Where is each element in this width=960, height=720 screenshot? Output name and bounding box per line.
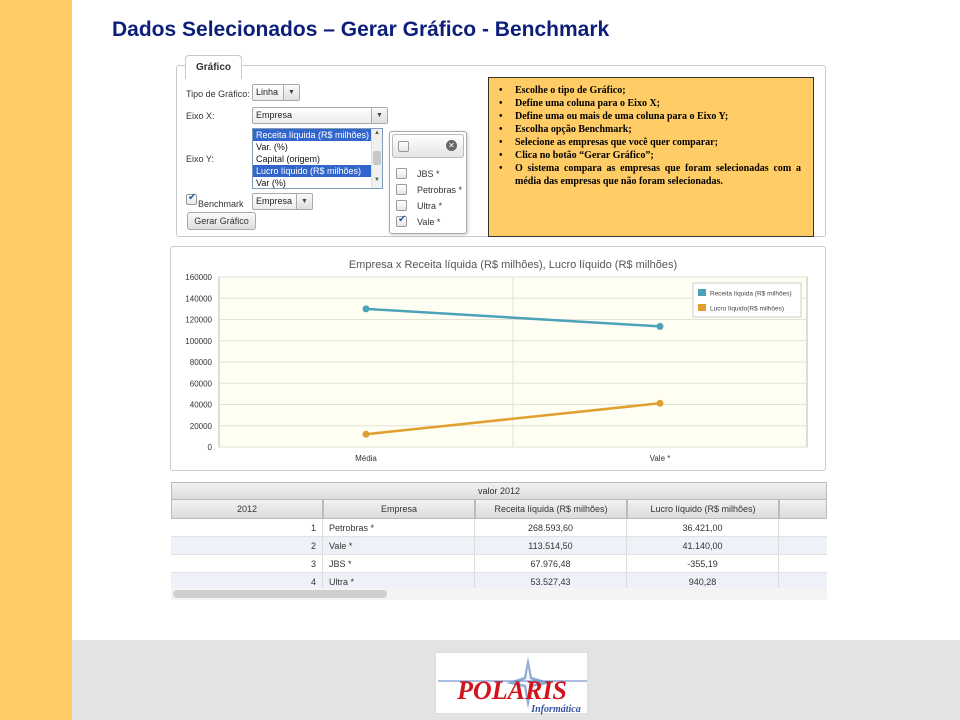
eixo-y-option[interactable]: Var. (%) xyxy=(256,142,288,152)
column-header-filler xyxy=(779,500,827,519)
table-group-header: valor 2012 xyxy=(171,482,827,500)
company-label: JBS * xyxy=(417,169,440,179)
polaris-logo-image xyxy=(436,653,589,715)
column-header[interactable]: Empresa xyxy=(323,500,475,519)
scroll-thumb[interactable] xyxy=(373,151,381,165)
chevron-down-icon[interactable]: ▼ xyxy=(283,85,299,100)
tipo-grafico-select[interactable] xyxy=(252,84,300,101)
instruction-item: • Escolha opção Benchmark; xyxy=(497,123,801,136)
table-cell: 4 xyxy=(171,573,323,591)
gerar-grafico-button[interactable]: Gerar Gráfico xyxy=(187,212,256,230)
x-tick-label: Vale * xyxy=(649,454,671,463)
table-cell: JBS * xyxy=(323,555,475,573)
y-tick-label: 140000 xyxy=(185,294,212,304)
tipo-grafico-value: Linha xyxy=(256,87,279,97)
table-cell: -355,19 xyxy=(627,555,779,573)
company-label: Ultra * xyxy=(417,201,443,211)
eixo-y-option[interactable]: Lucro líquido (R$ milhões) xyxy=(253,165,371,177)
eixo-y-option[interactable]: Receita líquida (R$ milhões) xyxy=(253,129,371,141)
table-cell: Petrobras * xyxy=(323,519,475,537)
company-select-popup xyxy=(389,131,467,234)
instructions-note xyxy=(488,77,814,237)
scroll-down-icon[interactable]: ▼ xyxy=(374,177,380,183)
table-cell: Vale * xyxy=(323,537,475,555)
benchmark-checkbox[interactable] xyxy=(186,194,197,205)
y-tick-label: 60000 xyxy=(189,379,212,389)
chart-panel xyxy=(170,246,826,471)
instruction-item: • Define uma ou mais de uma coluna para o Eixo Y; xyxy=(497,110,801,123)
company-checkbox[interactable] xyxy=(396,184,407,195)
column-header[interactable]: Receita líquida (R$ milhões) xyxy=(475,500,627,519)
eixo-y-label: Eixo Y: xyxy=(186,154,214,164)
y-tick-label: 120000 xyxy=(185,315,212,325)
instruction-item: • O sistema compara as empresas que foram selecionadas com a média das empresas que não foram selecionadas. xyxy=(497,162,801,188)
line-chart xyxy=(171,247,827,472)
popup-header xyxy=(392,134,464,158)
data-point xyxy=(657,323,664,330)
data-point xyxy=(657,400,664,407)
y-tick-label: 20000 xyxy=(189,421,212,431)
tipo-grafico-label: Tipo de Gráfico: xyxy=(186,89,250,99)
data-point xyxy=(363,305,370,312)
column-header[interactable]: Lucro líquido (R$ milhões) xyxy=(627,500,779,519)
legend-label: Receita líquida (R$ milhões) xyxy=(710,290,792,298)
table-cell: 113.514,50 xyxy=(475,537,627,555)
legend-swatch xyxy=(698,304,706,311)
y-tick-label: 160000 xyxy=(185,273,212,282)
table-cell: Ultra * xyxy=(323,573,475,591)
table-cell: 940,28 xyxy=(627,573,779,591)
chevron-down-icon[interactable]: ▼ xyxy=(296,194,312,209)
eixo-y-listbox[interactable] xyxy=(252,128,383,189)
company-checkbox[interactable] xyxy=(396,168,407,179)
close-icon[interactable]: ✕ xyxy=(446,140,457,151)
legend-swatch xyxy=(698,289,706,296)
company-checkbox[interactable] xyxy=(396,200,407,211)
listbox-scrollbar[interactable] xyxy=(371,129,382,188)
y-tick-label: 0 xyxy=(207,443,212,452)
eixo-x-label: Eixo X: xyxy=(186,111,215,121)
table-cell: 3 xyxy=(171,555,323,573)
polaris-logo xyxy=(435,652,588,714)
table-cell: 53.527,43 xyxy=(475,573,627,591)
left-accent-band xyxy=(0,0,72,720)
horizontal-scrollbar[interactable] xyxy=(171,588,827,600)
scroll-up-icon[interactable]: ▲ xyxy=(374,130,380,136)
table-cell: 2 xyxy=(171,537,323,555)
benchmark-label: Benchmark xyxy=(198,199,244,209)
x-tick-label: Média xyxy=(355,454,377,463)
y-tick-label: 80000 xyxy=(189,358,212,367)
company-label: Vale * xyxy=(417,217,441,227)
benchmark-select[interactable] xyxy=(252,193,313,210)
instruction-item: • Clica no botão “Gerar Gráfico”; xyxy=(497,149,801,162)
table-cell: 268.593,60 xyxy=(475,519,627,537)
column-header[interactable]: 2012 xyxy=(171,500,323,519)
instruction-item: • Define uma coluna para o Eixo X; xyxy=(497,97,801,110)
y-tick-label: 100000 xyxy=(185,336,212,346)
logo-wordmark: POLARIS xyxy=(457,676,567,705)
logo-subtitle: Informática xyxy=(531,704,581,715)
company-checkbox[interactable] xyxy=(396,216,407,227)
legend-label: Lucro líquido(R$ milhões) xyxy=(710,305,785,313)
data-point xyxy=(363,431,370,438)
company-label: Petrobras * xyxy=(417,185,463,195)
chevron-down-icon[interactable]: ▼ xyxy=(371,108,387,123)
table-cell: 67.976,48 xyxy=(475,555,627,573)
select-all-checkbox[interactable] xyxy=(398,141,409,152)
eixo-x-value: Empresa xyxy=(256,110,293,120)
eixo-y-option[interactable]: Var (%) xyxy=(256,178,286,188)
eixo-x-select[interactable] xyxy=(252,107,388,124)
data-table xyxy=(171,482,827,602)
table-cell: 36.421,00 xyxy=(627,519,779,537)
instruction-item: • Escolhe o tipo de Gráfico; xyxy=(497,84,801,97)
benchmark-select-value: Empresa xyxy=(256,196,293,206)
chart-title: Empresa x Receita líquida (R$ milhões), Lucro líquido (R$ milhões) xyxy=(348,259,678,271)
table-cell: 1 xyxy=(171,519,323,537)
y-tick-label: 40000 xyxy=(189,400,212,410)
scroll-thumb[interactable] xyxy=(173,590,387,598)
table-cell: 41.140,00 xyxy=(627,537,779,555)
slide-title: Dados Selecionados – Gerar Gráfico - Benchmark xyxy=(112,18,610,41)
instruction-item: • Selecione as empresas que você quer comparar; xyxy=(497,136,801,149)
tab-grafico[interactable]: Gráfico xyxy=(185,55,242,79)
eixo-y-option[interactable]: Capital (origem) xyxy=(256,154,321,164)
